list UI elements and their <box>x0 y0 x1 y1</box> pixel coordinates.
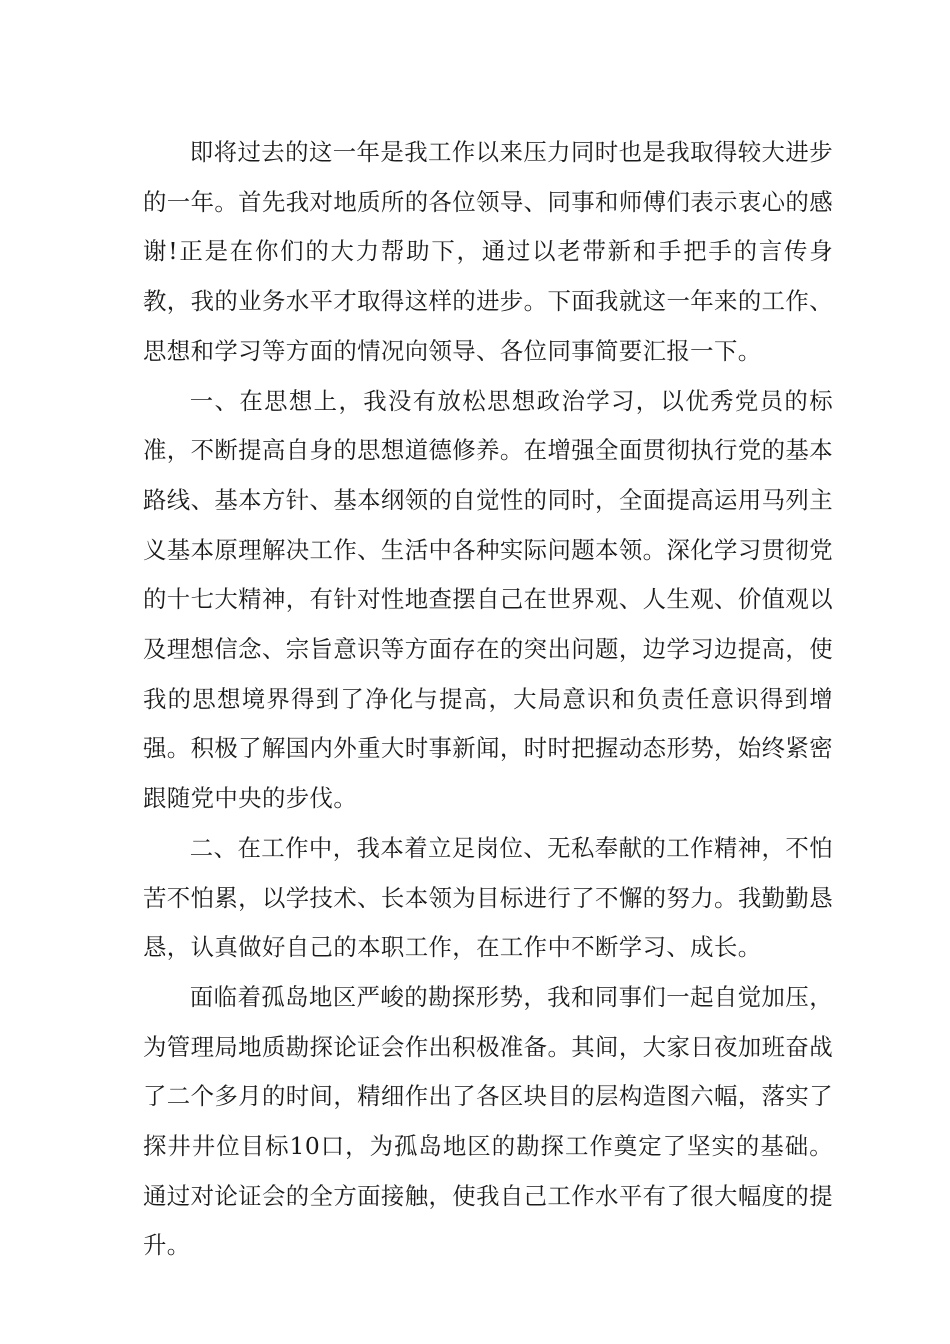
paragraph-exploration: 面临着孤岛地区严峻的勘探形势，我和同事们一起自觉加压，为管理局地质勘探论证会作出积极准备。其间，大家日夜加班奋战了二个多月的时间，精细作出了各区块目的层构造图六幅，落实了探井井位目标10口，为孤岛地区的勘探工作奠定了坚实的基础。通过对论证会的全方面接触，使我自己工作水平有了很大幅度的提升。 <box>143 982 833 1260</box>
document-body <box>143 128 833 1271</box>
paragraph-intro: 即将过去的这一年是我工作以来压力同时也是我取得较大进步的一年。首先我对地质所的各位领导、同事和师傅们表示衷心的感谢!正是在你们的大力帮助下，通过以老带新和手把手的言传身教，我的业务水平才取得这样的进步。下面我就这一年来的工作、思想和学习等方面的情况向领导、各位同事简要汇报一下。 <box>143 138 833 365</box>
paragraph-work: 二、在工作中，我本着立足岗位、无私奉献的工作精神，不怕苦不怕累，以学技术、长本领为目标进行了不懈的努力。我勤勤恳恳，认真做好自己的本职工作，在工作中不断学习、成长。 <box>143 833 833 962</box>
paragraph-thought: 一、在思想上，我没有放松思想政治学习，以优秀党员的标准，不断提高自身的思想道德修养。在增强全面贯彻执行党的基本路线、基本方针、基本纲领的自觉性的同时，全面提高运用马列主义基本原理解决工作、生活中各种实际问题本领。深化学习贯彻党的十七大精神，有针对性地查摆自己在世界观、人生观、价值观以及理想信念、宗旨意识等方面存在的突出问题，边学习边提高，使我的思想境界得到了净化与提高，大局意识和负责任意识得到增强。积极了解国内外重大时事新闻，时时把握动态形势，始终紧密跟随党中央的步伐。 <box>143 386 833 813</box>
